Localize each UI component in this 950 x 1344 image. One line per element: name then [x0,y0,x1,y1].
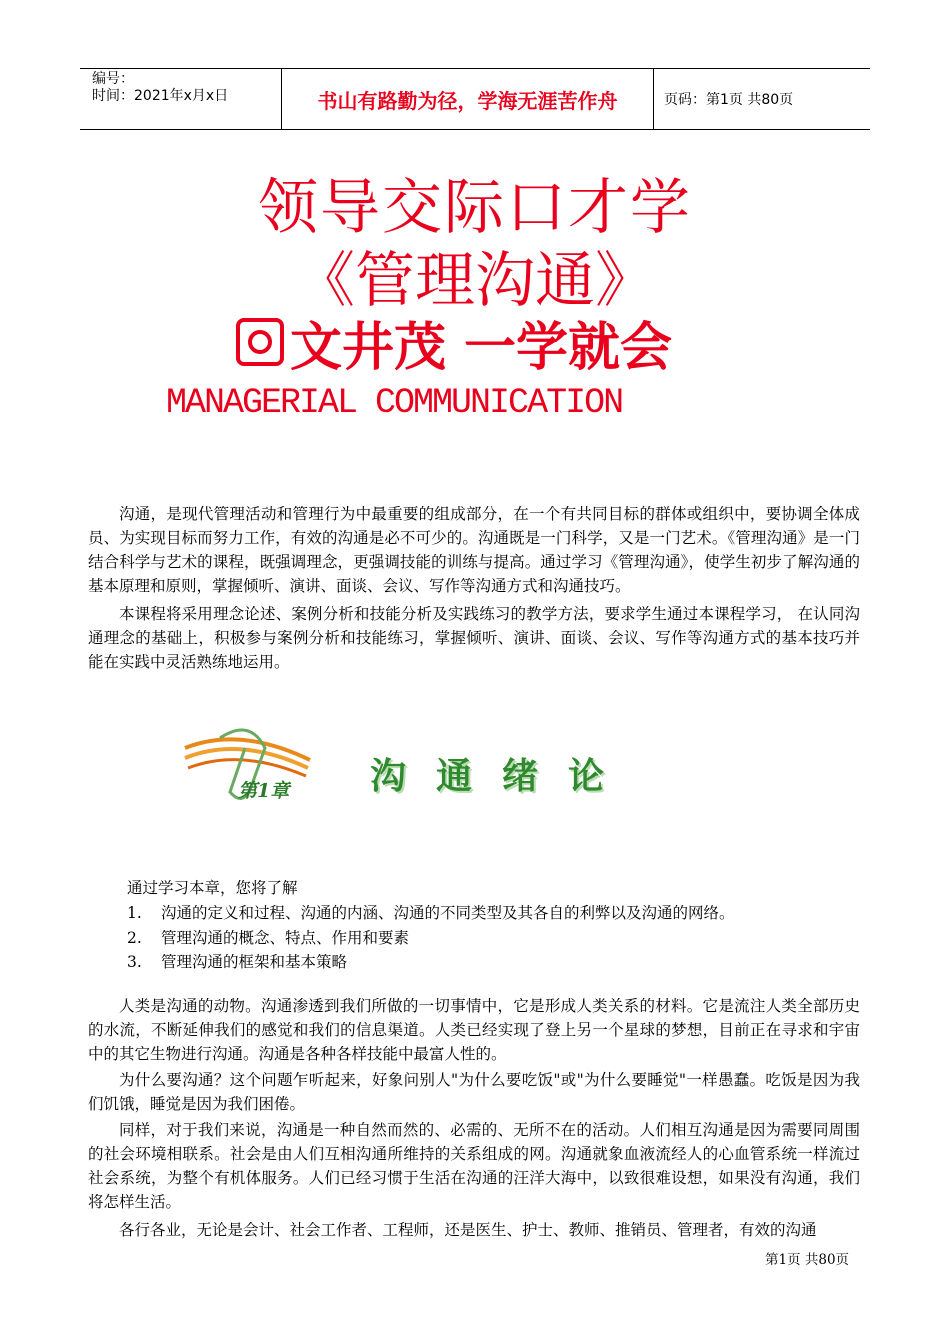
logo-icon [236,318,284,366]
body-paragraph-2: 为什么要沟通？这个问题乍听起来，好象问别人"为什么要吃饭"或"为什么要睡觉"一样愚蠢。吃饭是因为我们饥饿，睡觉是因为我们困倦。 [88,1071,860,1113]
objectives-intro: 通过学习本章，您将了解 [127,879,298,897]
doc-title-slogan [236,310,673,378]
list-item: 1. 沟通的定义和过程、沟通的内涵、沟通的不同类型及其各自的利弊以及沟通的网络。 [127,904,735,922]
list-item: 2. 管理沟通的概念、特点、作用和要素 [127,928,410,947]
body-paragraph-4: 各行各业，无论是会计、社会工作者、工程师，还是医生、护士、教师、推销员、管理者，有效的沟通 [119,1221,817,1239]
doc-title-line1: 领导交际口才学 [258,173,692,243]
intro-paragraph-1: 沟通，是现代管理活动和管理行为中最重要的组成部分，在一个有共同目标的群体或组织中，要协调全体成员、为实现目标而努力工作，有效的沟通是必不可少的。沟通既是一门科学，又是一门艺术。《管理沟通》是一门结合科学与艺术的课程，既强调理念，更强调技能的训练与提高。通过学习《管理沟通》，使学生初步了解沟通的基本原理和原则，掌握倾听、演讲、面谈、会议、写作等沟通方式和沟通技巧。 [88,505,860,595]
slogan-part2: 一学就会 [464,317,673,378]
page-footer: 第1页 共80页 [765,1252,850,1268]
doc-title-line2: 《管理沟通》 [295,246,655,316]
body-paragraph-3: 同样，对于我们来说，沟通是一种自然而然的、必需的、无所不在的活动。人们相互沟通是因为需要同周围的社会环境相联系。社会是由人们互相沟通所维持的关系组成的网。沟通就象血液流经人的心血管系统一样流过社会系统，为整个有机体服务。人们已经习惯于生活在沟通的汪洋大海中，以致很难设想，如果没有沟通，我们将怎样生活。 [88,1121,860,1211]
header-page-info: 页码：第1页 共80页 [664,92,794,108]
header-meta [80,69,282,129]
objectives-list [127,901,735,975]
page-header [80,68,870,130]
header-number: 编号： [92,71,134,87]
english-title: MANAGERIAL COMMUNICATION [166,383,623,423]
body-paragraph-1: 人类是沟通的动物。沟通渗透到我们所做的一切事情中，它是形成人类关系的材料。它是流注人类全部历史的水流，不断延伸我们的感觉和我们的信息渠道。人类已经实现了登上另一个星球的梦想，目前正在寻求和宇宙中的其它生物进行沟通。沟通是各种各样技能中最富人性的。 [88,997,860,1063]
chapter-label: 第1章 [238,780,290,802]
header-motto-cell [282,69,654,129]
header-time: 时间：2021年x月x日 [92,88,229,104]
chapter-title: 沟通绪论 [370,756,635,797]
header-motto: 书山有路勤为径，学海无涯苦作舟 [317,88,618,113]
list-item: 3. 管理沟通的框架和基本策略 [127,953,348,971]
intro-paragraph-2: 本课程将采用理念论述、案例分析和技能分析及实践练习的教学方法，要求学生通过本课程学习， 在认同沟通理念的基础上，积极参与案例分析和技能练习，掌握倾听、演讲、面谈、会议、写作等沟通方式的基本技巧并能在实践中灵活熟练地运用。 [88,605,860,671]
slogan-part1: 文井茂 [290,317,447,378]
chapter-banner [180,718,680,808]
